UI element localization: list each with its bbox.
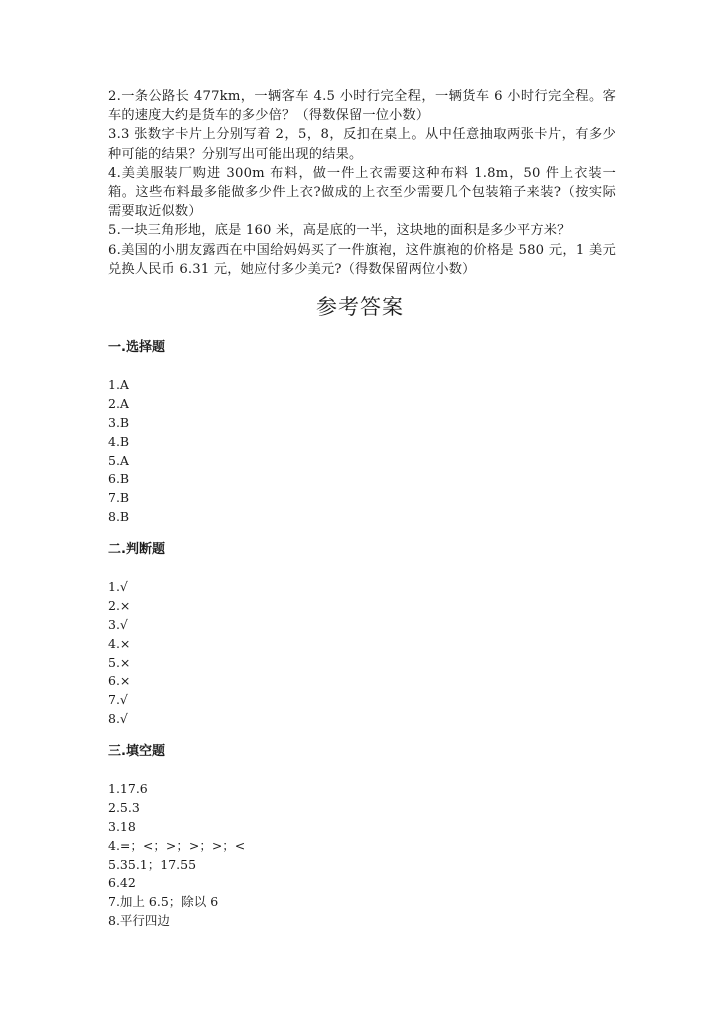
answer-list	[108, 376, 528, 527]
problem-5: 5.一块三角形地，底是 160 米，高是底的一半，这块地的面积是多少平方米？	[108, 223, 571, 239]
section-heading: 二.判断题	[108, 542, 165, 557]
choice-answers-section	[108, 339, 528, 527]
answer-item: 1.A	[108, 377, 129, 392]
answer-item: 8.B	[108, 509, 130, 525]
answer-item: 4.×	[108, 635, 131, 651]
answer-item: 1.√	[108, 579, 128, 594]
problem-2: 2.一条公路长 477km，一辆客车 4.5 小时行完全程，一辆货车 6 小时行完全程。客车的速度大约是货车的多少倍？（得数保留一位小数）	[108, 89, 616, 124]
answer-item: 2.×	[108, 597, 131, 613]
answer-item: 7.√	[108, 692, 128, 708]
answer-item: 2.5.3	[108, 799, 140, 815]
section-heading: 三.填空题	[108, 744, 165, 759]
answer-list	[108, 780, 528, 931]
problem-4: 4.美美服装厂购进 300m 布料，做一件上衣需要这种布料 1.8m，50 件上衣装一箱。这些布料最多能做多少件上衣?做成的上衣至少需要几个包装箱子来装?（按实际需要取近似数）	[108, 165, 616, 220]
answer-item: 3.18	[108, 818, 136, 834]
answer-item: 7.加上 6.5；除以 6	[108, 894, 219, 910]
word-problems	[108, 87, 616, 279]
problem-3: 3.3 张数字卡片上分别写着 2，5，8，反扣在桌上。从中任意抽取两张卡片，有多少种可能的结果？分别写出可能出现的结果。	[108, 127, 616, 162]
answer-item: 5.A	[108, 452, 129, 468]
answer-key-title: 参考答案	[316, 295, 404, 319]
section-heading: 一.选择题	[108, 340, 165, 355]
answer-list	[108, 578, 528, 729]
answer-item: 3.B	[108, 414, 130, 430]
answer-item: 6.B	[108, 471, 130, 487]
answer-item: 3.√	[108, 616, 128, 632]
answer-item: 6.42	[108, 875, 136, 891]
answer-item: 2.A	[108, 395, 129, 411]
answer-item: 6.×	[108, 673, 131, 689]
answer-item: 1.17.6	[108, 781, 148, 796]
answer-item: 7.B	[108, 490, 130, 506]
answer-item: 8.平行四边	[108, 913, 170, 929]
problem-6: 6.美国的小朋友露西在中国给妈妈买了一件旗袍，这件旗袍的价格是 580 元，1 美元兑换人民币 6.31 元，她应付多少美元?（得数保留两位小数）	[108, 242, 616, 277]
judge-answers-section	[108, 541, 528, 729]
answer-item: 5.×	[108, 654, 131, 670]
answer-item: 4.=；<；>；>；>；<	[108, 837, 246, 853]
fill-answers-section	[108, 743, 528, 931]
answer-item: 5.35.1；17.55	[108, 856, 197, 872]
answer-item: 8.√	[108, 711, 128, 727]
answer-item: 4.B	[108, 433, 130, 449]
